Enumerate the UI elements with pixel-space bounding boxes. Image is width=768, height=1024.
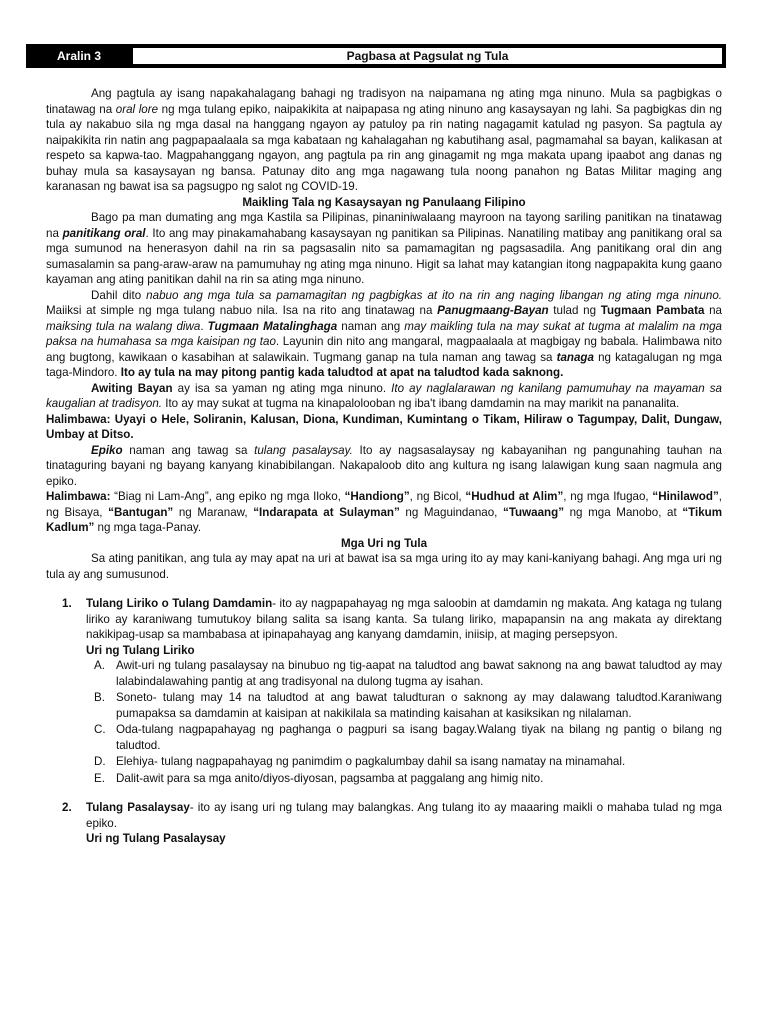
- lesson-topic: Pagbasa at Pagsulat ng Tula: [132, 47, 723, 65]
- history-paragraph-3: Awiting Bayan ay isa sa yaman ng ating mga ninuno. Ito ay naglalarawan ng kanilang pamumuhay na mayaman sa kaugalian at tradisyon. Ito ay may sukat at tugma na kinapalolooban ng iba't ibang damdamin na may marikit na pananalita.: [46, 381, 722, 410]
- list-item: C. Oda-tulang nagpapahayag ng paghanga o pagpuri sa isang bagay.Walang tiyak na bilang ng pantig o bilang ng taludtod.: [94, 723, 722, 752]
- section-title-history: Maikling Tala ng Kasaysayan ng Panulaang Filipino: [242, 195, 526, 209]
- types-intro-paragraph: Sa ating panitikan, ang tula ay may apat na uri at bawat isa sa mga uring ito ay may kani-kaniyang bahagi. Ang mga uri ng tula ay ang sumusunod.: [46, 552, 722, 581]
- intro-paragraph: Ang pagtula ay isang napakahalagang bahagi ng tradisyon na naipamana ng ating mga ninuno. Mula sa pagbigkas o tinatawag na oral lore ng mga tulang epiko, naipakikita at naipapasa ng ating ninuno ang kasaysayan ng lahi. Sa pagbigkas din ng tula ay nakabuo sila ng mga dasal na hanggang ngayon ay patuloy pa rin nating nagagamit katulad ng pasyon. Sa pagtula ay naipakikita rin natin ang pagpapaalaala sa mga kabataan ng kahalagahan ng kabutihang asal, pagmamahal sa bayan, kalikasan at respeto sa kapwa-tao. Magpahanggang ngayon, ang pagtula pa rin ang ginagamit ng mga makata upang ipaabot ang danas ng buhay mula sa kasaysayan ng bansa. Patunay dito ang mga nagawang tula noong panahon ng Batas Militar maging ang karanasan ng bawat isa sa pagsugpo ng salot ng COVID-19.: [46, 87, 723, 193]
- list-item: E. Dalit-awit para sa mga anito/diyos-diyosan, pagsamba at paggalang ang himig nito.: [94, 771, 544, 785]
- document-body: [46, 86, 722, 861]
- list-subtitle: Uri ng Tulang Liriko: [86, 643, 195, 657]
- poem-types-list: [46, 596, 722, 847]
- history-paragraph-2: Dahil dito nabuo ang mga tula sa pamamagitan ng pagbigkas at ito na rin ang naging libangan ng ating mga ninuno. Maiiksi at simple ng mga tulang nabuo nila. Isa na rito ang tinatawag na Panugmaang-Bayan tulad ng Tugmaan Pambata na maiksing tula na walang diwa. Tugmaan Matalinghaga naman ang may maikling tula na may sukat at tugma at malalim na mga paksa na humahasa sa mga kaisipan ng tao. Layunin din nito ang mangaral, magpaalaala at magbigay ng babala. Halimbawa nito ang bugtong, kawikaan o kasabihan at salawikain. Tugmang ganap na tula naman ang tawag sa tanaga ng katagalugan ng mga taga-Mindoro. Ito ay tula na may pitong pantig kada taludtod at apat na taludtod kada saknong.: [46, 288, 723, 379]
- lesson-number: Aralin 3: [29, 47, 129, 65]
- example-awiting-bayan: Halimbawa: Uyayi o Hele, Soliranin, Kalusan, Diona, Kundiman, Kumintang o Tikam, Hiliraw o Tagumpay, Dalit, Dungaw, Umbay at Ditso.: [46, 412, 722, 441]
- example-epiko: Halimbawa: “Biag ni Lam-Ang”, ang epiko ng mga Iloko, “Handiong”, ng Bicol, “Hudhud at Alim”, ng mga Ifugao, “Hinilawod”, ng Bisaya, “Bantugan” ng Maranaw, “Indarapata at Sulayman” ng Maguindanao, “Tuwaang” ng mga Manobo, at “Tikum Kadlum” ng mga taga-Panay.: [46, 490, 723, 534]
- list-item: 2. Tulang Pasalaysay- ito ay isang uri ng tulang may balangkas. Ang tulang ito ay maaaring maikli o mahaba tulad ng mga epiko. Uri ng Tulang Pasalaysay: [62, 801, 722, 845]
- lesson-header: [26, 44, 726, 68]
- list-subtitle: Uri ng Tulang Pasalaysay: [86, 832, 226, 845]
- list-item: B. Soneto- tulang may 14 na taludtod at ang bawat taludturan o saknong ay may dalawang taludtod.Karaniwang pumapaksa sa damdamin at kaisipan at nakikilala sa matinding kaisahan at kasiksikan ng nilalaman.: [94, 691, 722, 720]
- list-item: D. Elehiya- tulang nagpapahayag ng panimdim o pagkalumbay dahil sa isang namatay na minamahal.: [94, 755, 626, 768]
- sub-list: [86, 658, 722, 786]
- list-item: A. Awit-uri ng tulang pasalaysay na binubuo ng tig-aapat na taludtod ang bawat saknong na ang bawat taludtod ay may lalabindalawahing pantig at ang tradisyonal na dulong tugma ay isahan.: [94, 659, 722, 688]
- list-item: 1. Tulang Liriko o Tulang Damdamin- ito ay nagpapahayag ng mga saloobin at damdamin ng makata. Ang kataga ng tulang liriko ay karaniwang tumutukoy bilang salita sa isang kanta. Sa tulang liriko, mapapansin na ang makata ay direktang nakikipag-usap sa mambabasa at ipinapahayag ang kanyang damdamin, iniisip, at maging persepsyon. Uri ng Tulang Liriko A. Awit-uri ng tulang pasalaysay na binubuo ng tig-aapat na taludtod ang bawat saknong na ang bawat taludtod ay may lalabindalawahing pantig at ang tradisyonal na dulong tugma ay isahan. B. Soneto- tulang may 14 na taludtod at ang bawat taludturan o saknong ay may dalawang taludtod.Karaniwang pumapaksa sa damdamin at kaisipan at nakikilala sa matinding kaisahan at kasiksikan ng nilalaman. C. Oda-tulang nagpapahayag ng paghanga o pagpuri sa isang bagay.Walang tiyak na bilang ng pantig o bilang ng taludtod. D. Elehiya- tulang nagpapahayag ng panimdim o pagkalumbay dahil sa isang namatay na minamahal. E. Dalit-awit para sa mga anito/diyos-diyosan, pagsamba at paggalang ang himig nito.: [62, 597, 723, 785]
- history-paragraph-4: Epiko naman ang tawag sa tulang pasalaysay. Ito ay nagsasalaysay ng kabayanihan ng pangunahing tauhan na tinataguring bayani ng bayang kanyang kinabibilangan. Nakapaloob dito ang kultura ng isang lalawigan kung saan nagmula ang epiko.: [46, 443, 722, 488]
- history-paragraph-1: Bago pa man dumating ang mga Kastila sa Pilipinas, pinaniniwalaang mayroon na tayong sariling panitikan na tinatawag na panitikang oral. Ito ang may pinakamahabang kasaysayan ng panitikan sa Pilipinas. Nanatiling matibay ang panitikang oral sa mga sumunod na henerasyon dahil na rin sa pagsasalin nito sa pamamagitan ng pagsasadila. Ang panitikang oral din ang sumasalamin sa pang-araw-araw na pamumuhay ng ating mga ninuno. Higit sa lahat may katangian itong nagpapakita kung gaano kayaman ang ating panitikan dahil na rin sa ating mga ninuno.: [46, 211, 722, 286]
- section-title-types: Mga Uri ng Tula: [340, 536, 428, 550]
